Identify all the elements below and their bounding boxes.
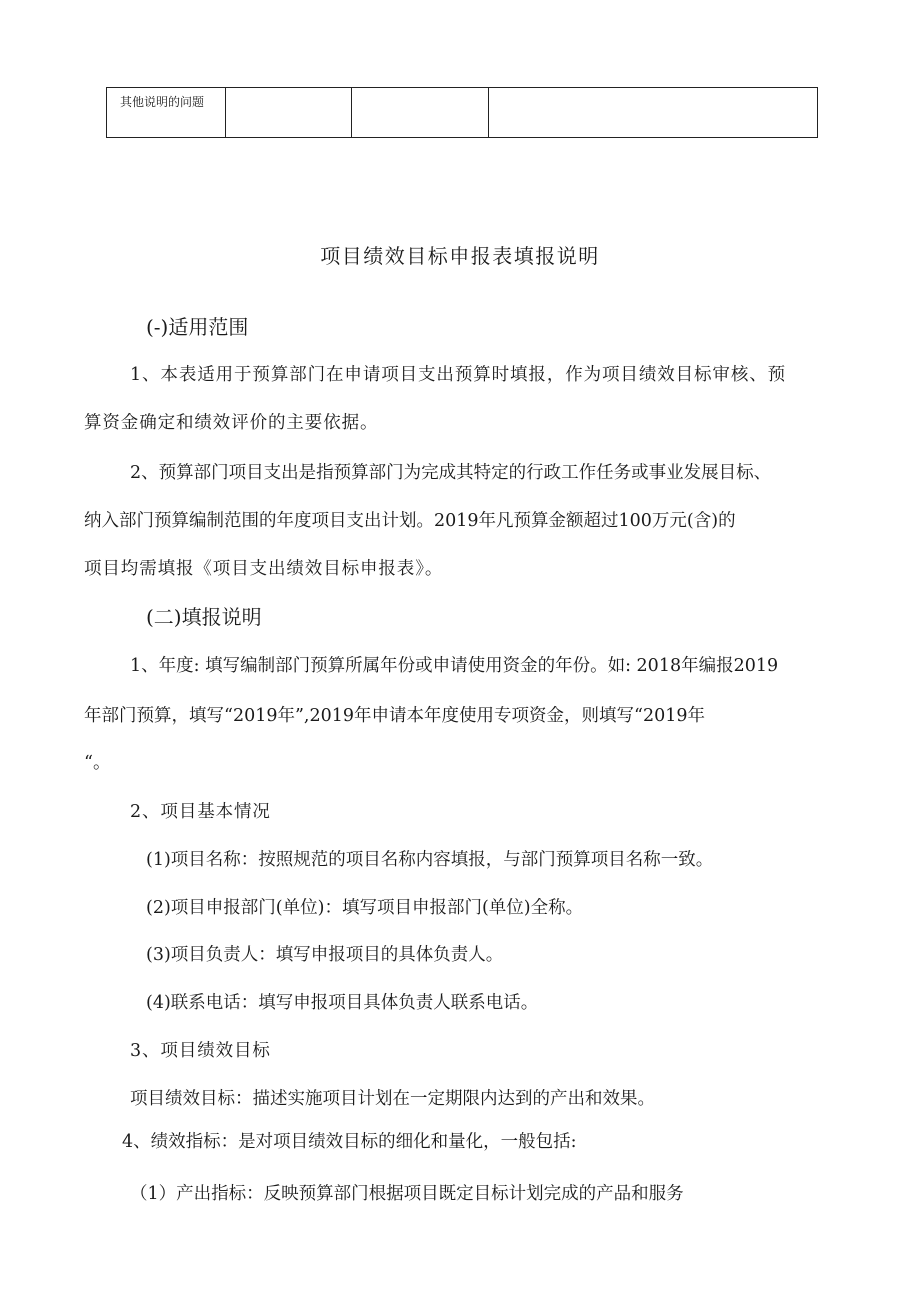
paragraph-line: 年部门预算，填写“2019年”,2019年申请本年度使用专项资金，则填写“2019年 (84, 706, 706, 726)
paragraph-line: 算资金确定和绩效评价的主要依据。 (84, 413, 379, 433)
paragraph-line: 纳入部门预算编制范围的年度项目支出计划。2019年凡预算金额超过100万元(含)的 (84, 511, 736, 531)
paragraph-line: 1、本表适用于预算部门在申请项目支出预算时填报，作为项目绩效目标审核、预 (130, 365, 787, 385)
list-item-heading: 4、绩效指标：是对项目绩效目标的细化和量化，一般包括: (122, 1132, 577, 1152)
list-item: (3)项目负责人：填写申报项目的具体负责人。 (146, 945, 504, 965)
paragraph-line: 1、年度: 填写编制部门预算所属年份或申请使用资金的年份。如: 2018年编报2019 (130, 656, 779, 676)
remarks-table (106, 87, 818, 138)
table-row-label: 其他说明的问题 (107, 88, 226, 138)
paragraph-line: 2、预算部门项目支出是指预算部门为完成其特定的行政工作任务或事业发展目标、 (130, 463, 772, 483)
table-cell-empty (489, 88, 818, 138)
paragraph-line: 项目绩效目标：描述实施项目计划在一定期限内达到的产出和效果。 (130, 1089, 655, 1109)
table-cell-empty (352, 88, 489, 138)
list-item: (2)项目申报部门(单位)：填写项目申报部门(单位)全称。 (146, 898, 584, 918)
section-heading-instructions: (二)填报说明 (146, 605, 262, 629)
section-heading-scope: (-)适用范围 (146, 315, 249, 339)
document-title: 项目绩效目标申报表填报说明 (320, 244, 600, 268)
table-row (107, 88, 818, 138)
list-item: （1）产出指标：反映预算部门根据项目既定目标计划完成的产品和服务 (130, 1184, 684, 1204)
paragraph-line: “。 (84, 753, 111, 773)
list-item: (4)联系电话：填写申报项目具体负责人联系电话。 (146, 993, 539, 1013)
list-item-heading: 2、项目基本情况 (130, 802, 271, 822)
list-item: (1)项目名称：按照规范的项目名称内容填报，与部门预算项目名称一致。 (146, 850, 714, 870)
list-item-heading: 3、项目绩效目标 (130, 1041, 271, 1061)
paragraph-line: 项目均需填报《项目支出绩效目标申报表》。 (84, 559, 444, 579)
table-cell-empty (226, 88, 352, 138)
